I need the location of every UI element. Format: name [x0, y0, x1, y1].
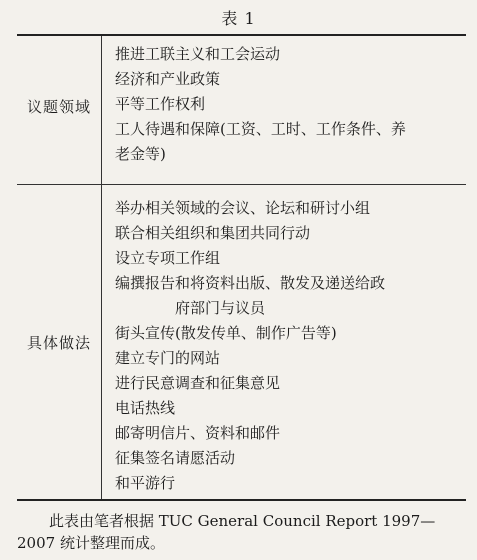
list-item-line: 府部门与议员	[175, 299, 266, 317]
column-divider	[101, 36, 102, 499]
list-item: 经济和产业政策	[115, 70, 221, 88]
list-item-line: 编撰报告和将资料出版、散发及递送给政	[115, 274, 386, 292]
list-item: 平等工作权利	[115, 95, 206, 113]
list-item: 邮寄明信片、资料和邮件	[115, 424, 281, 442]
list-item: 街头宣传(散发传单、制作广告等)	[115, 324, 337, 342]
issue-items	[115, 42, 460, 167]
list-item	[115, 117, 460, 167]
list-item: 进行民意调查和征集意见	[115, 374, 281, 392]
list-item: 和平游行	[115, 474, 176, 492]
list-item: 设立专项工作组	[115, 249, 221, 267]
list-item-line: 工人待遇和保障(工资、工时、工作条件、养	[115, 120, 406, 138]
list-item: 举办相关领域的会议、论坛和研讨小组	[115, 199, 371, 217]
list-item: 联合相关组织和集团共同行动	[115, 224, 311, 242]
data-table	[17, 34, 466, 501]
category-label-issues: 议题领域	[26, 98, 91, 116]
table-caption: 表 1	[221, 9, 256, 28]
list-item: 推进工联主义和工会运动	[115, 45, 281, 63]
category-label-methods: 具体做法	[26, 334, 91, 352]
list-item: 征集签名请愿活动	[115, 449, 236, 467]
table-footnote	[17, 510, 466, 554]
row-divider	[17, 184, 466, 185]
list-item: 电话热线	[115, 399, 176, 417]
method-items	[115, 196, 460, 496]
footnote-line: 2007 统计整理而成。	[17, 534, 165, 552]
list-item	[115, 271, 460, 321]
list-item-line: 老金等)	[115, 145, 166, 163]
footnote-line: 此表由笔者根据 TUC General Council Report 1997—	[49, 512, 436, 530]
list-item: 建立专门的网站	[115, 349, 221, 367]
